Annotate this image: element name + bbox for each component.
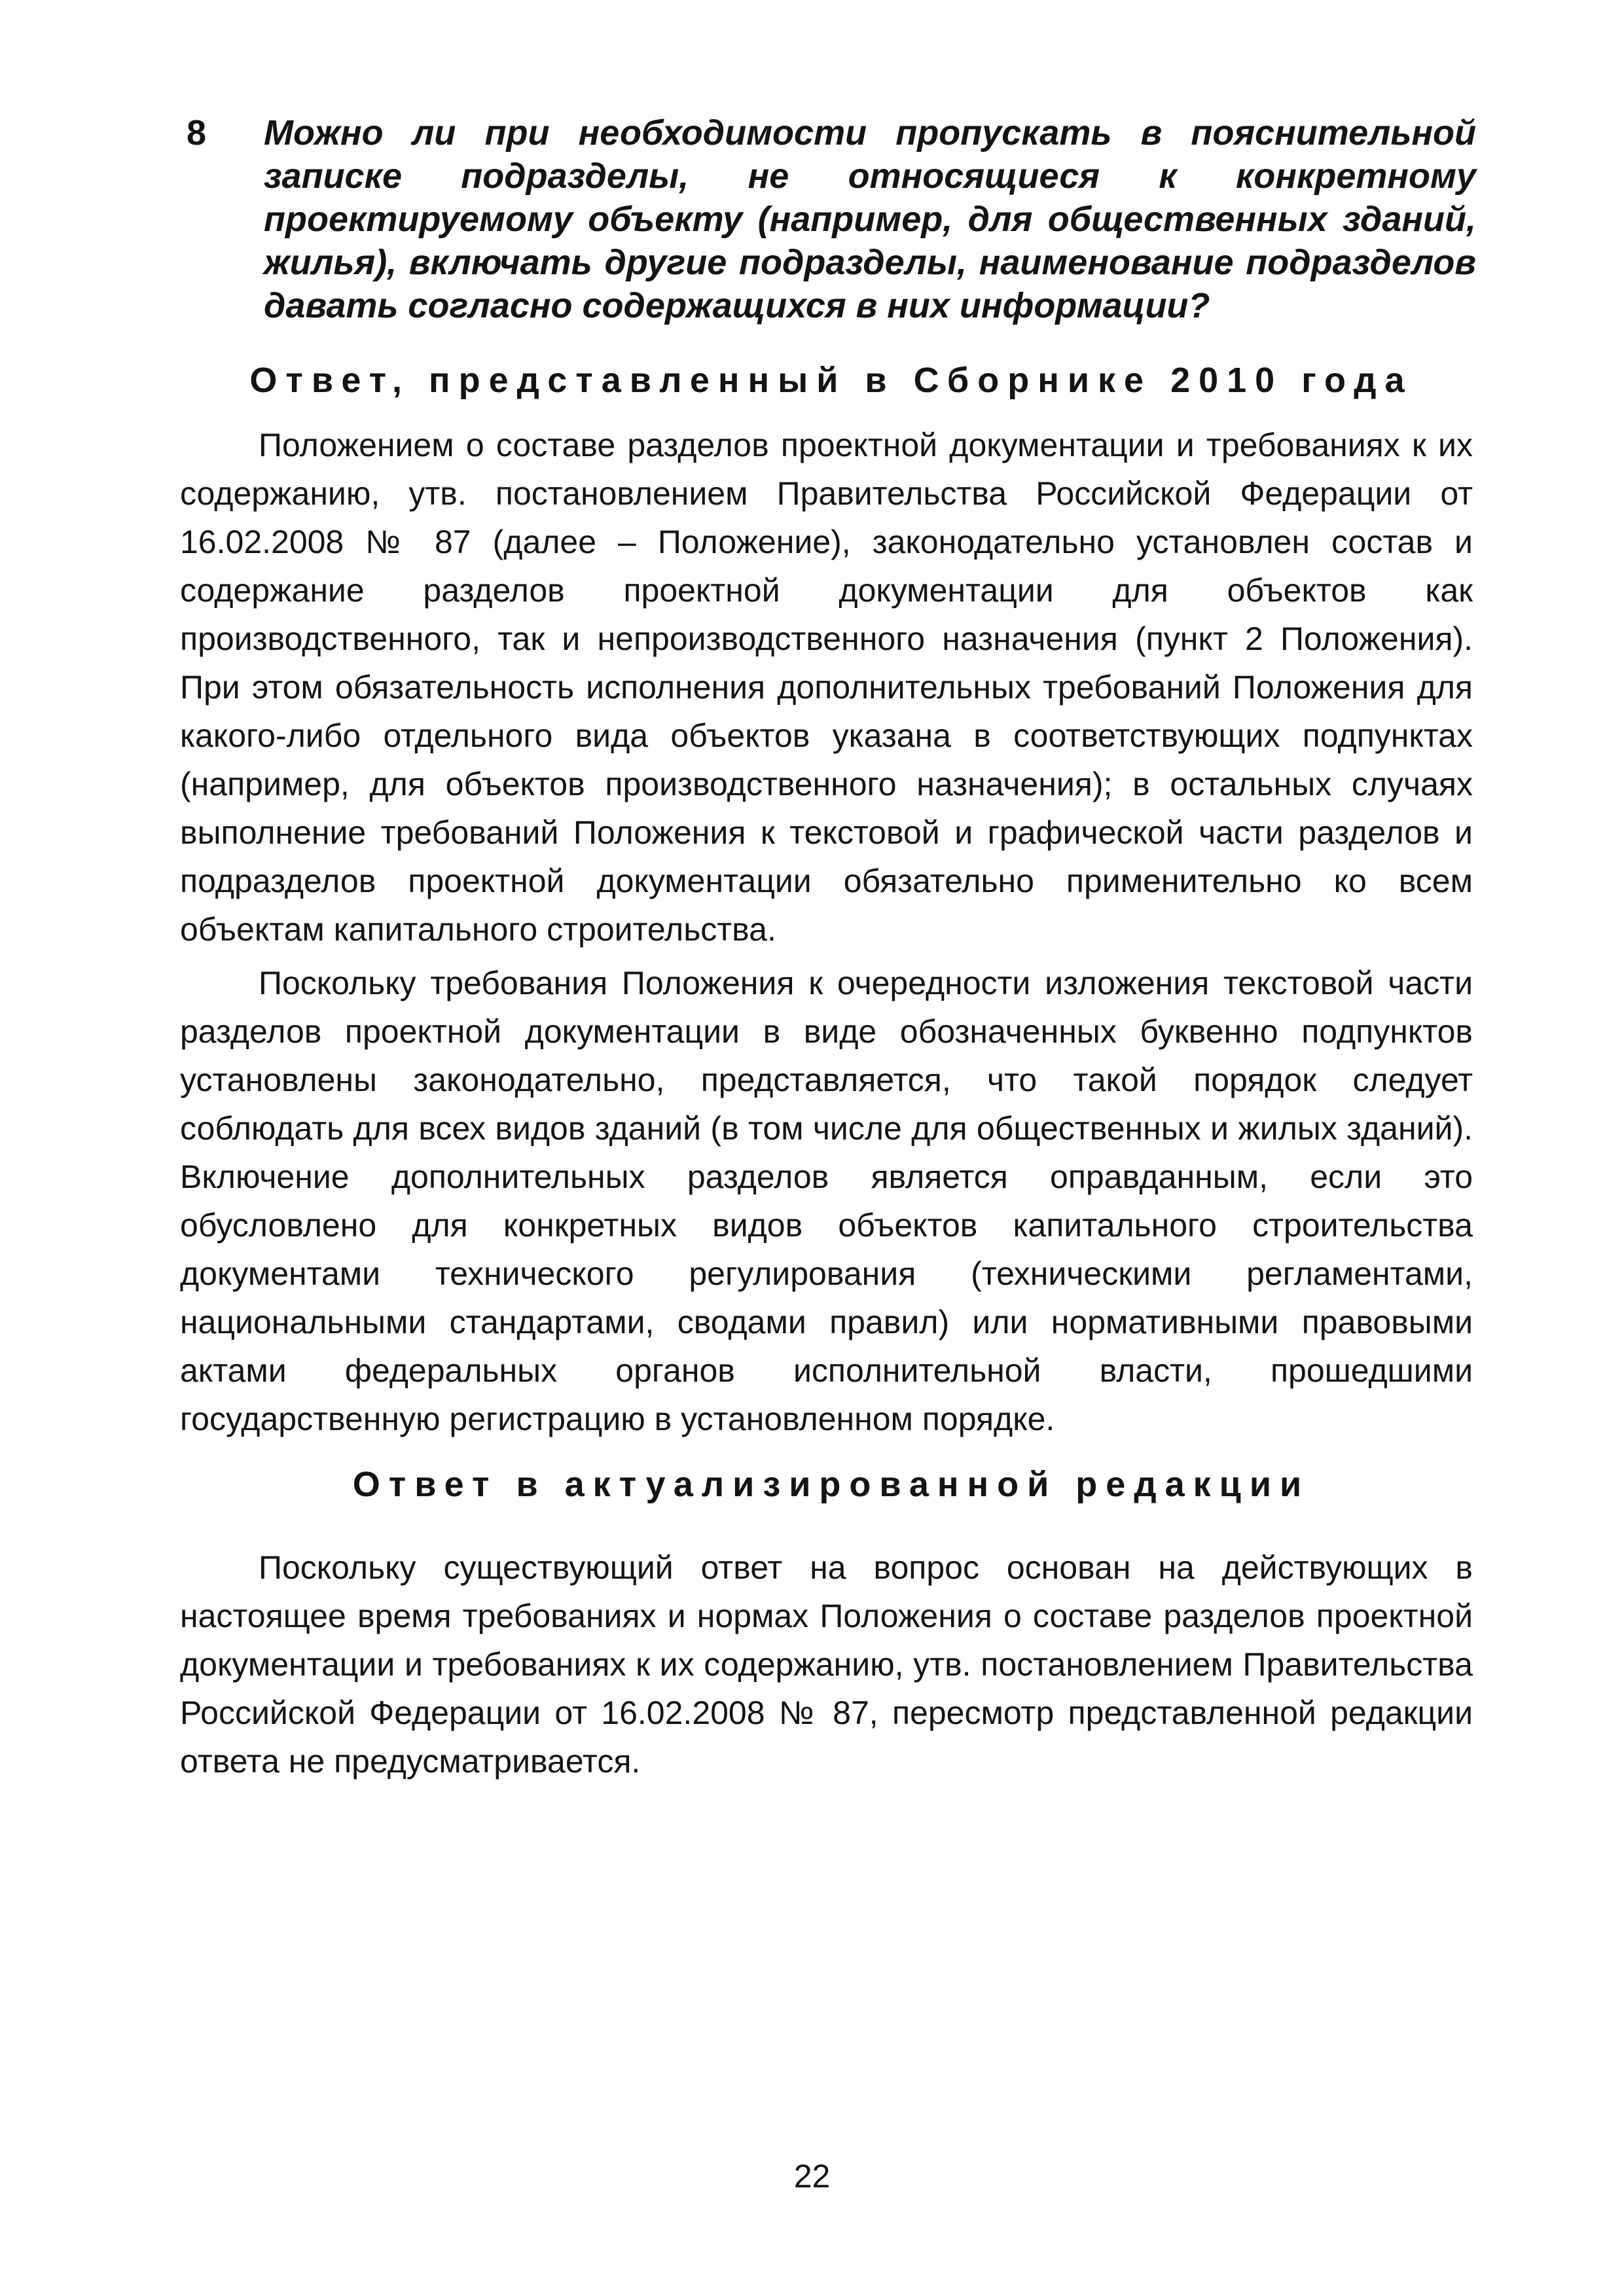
question-number: 8: [187, 113, 207, 152]
answer-2010-paragraph-1: Положением о составе разделов проектной документации и требованиях к их содержанию, утв. постановлением Правительства Российской Федерации от 16.02.2008 № 87 (далее – Положение), законодательно установлен состав и содержание разделов проектной документации для объектов как производственного, так и непроизводственного назначения (пункт 2 Положения). При этом обязательность исполнения дополнительных требований Положения для какого-либо отдельного вида объектов указана в соответствующих подпунктах (например, для объектов производственного назначения); в остальных случаях выполнение требований Положения к текстовой и графической части разделов и подразделов проектной документации обязательно применительно ко всем объектам капитального строительства.: [180, 427, 1473, 948]
answer-2010-paragraph-2: Поскольку требования Положения к очередности изложения текстовой части разделов проектной документации в виде обозначенных буквенно подпунктов установлены законодательно, представляется, что такой порядок следует соблюдать для всех видов зданий (в том числе для общественных и жилых зданий). Включение дополнительных разделов является оправданным, если это обусловлено для конкретных видов объектов капитального строительства документами технического регулирования (техническими регламентами, национальными стандартами, сводами правил) или нормативными правовыми актами федеральных органов исполнительной власти, прошедшими государственную регистрацию в установленном порядке.: [180, 965, 1473, 1437]
question-text: Можно ли при необходимости пропускать в пояснительной записке подразделы, не относящиеся к конкретному проектируемому объекту (например, для общественных зданий, жилья), включать другие подразделы, наименование подразделов давать согласно содержащихся в них информации?: [264, 113, 1476, 325]
question-block: [187, 111, 1476, 327]
page-number: 22: [793, 2158, 831, 2195]
heading-answer-2010: Ответ, представленный в Сборнике 2010 года: [249, 361, 1413, 400]
answer-updated-paragraph-1: Поскольку существующий ответ на вопрос основан на действующих в настоящее время требованиях и нормах Положения о составе разделов проектной документации и требованиях к их содержанию, утв. постановлением Правительства Российской Федерации от 16.02.2008 № 87, пересмотр представленной редакции ответа не предусматривается.: [180, 1549, 1473, 1780]
heading-answer-updated: Ответ в актуализированной редакции: [352, 1465, 1310, 1504]
